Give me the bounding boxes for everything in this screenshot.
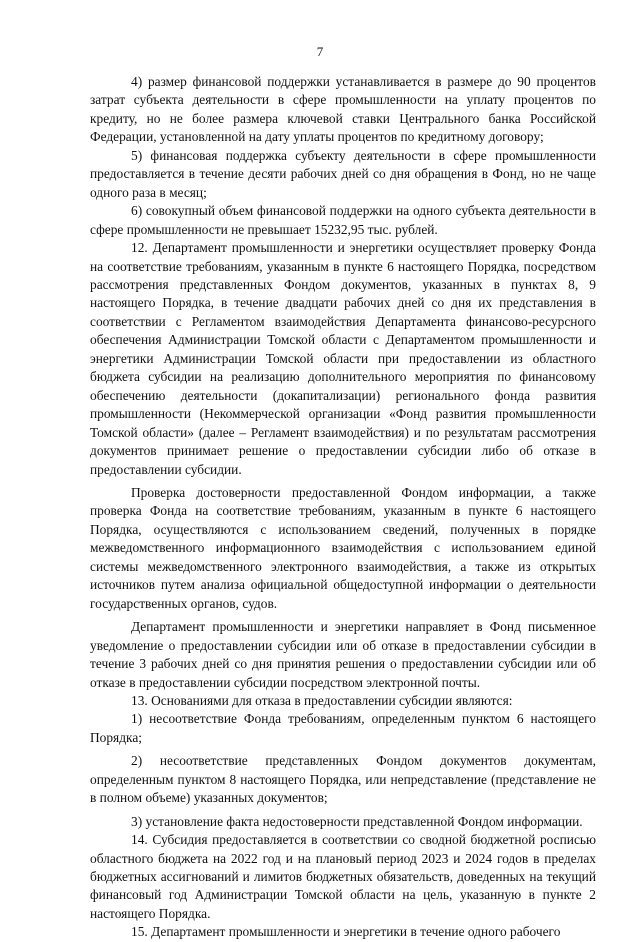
paragraph-item-6: 6) совокупный объем финансовой поддержки на одного субъекта деятельности в сфере промышленности не превышает 15232,95 тыс. рублей. bbox=[90, 203, 596, 237]
paragraph-item-4: 4) размер финансовой поддержки устанавливается в размере до 90 процентов затрат субъекта деятельности в сфере промышленности на уплату процентов по кредиту, но не более размера ключевой ставки Центрального банка Российской Федерации, установленной на дату уплаты процентов по кредитному договору; bbox=[90, 74, 596, 145]
paragraph-notification: Департамент промышленности и энергетики направляет в Фонд письменное уведомление о предоставлении субсидии или об отказе в предоставлении субсидии в течение 3 рабочих дней со дня принятия решения о предоставлении субсидии или об отказе в предоставлении субсидии посредством электронной почты. bbox=[90, 619, 596, 690]
document-body bbox=[90, 73, 596, 942]
paragraph-refusal-3: 3) установление факта недостоверности представленной Фондом информации. bbox=[131, 813, 583, 829]
paragraph-refusal-1: 1) несоответствие Фонда требованиям, определенным пунктом 6 настоящего Порядка; bbox=[90, 711, 596, 745]
paragraph-section-12: 12. Департамент промышленности и энергетики осуществляет проверку Фонда на соответствие требованиям, указанным в пункте 6 настоящего Порядка, посредством рассмотрения представленных Фондом документов, указанных в пунктах 8, 9 настоящего Порядка, в течение двадцати рабочих дней со дня их представления в соответствии с Регламентом взаимодействия Департамента финансово-ресурсного обеспечения Администрации Томской области с Департаментом промышленности и энергетики Администрации Томской области при предоставлении из областного бюджета субсидии на реализацию дополнительного мероприятия по финансовому обеспечению деятельности (докапитализации) регионального фонда развития промышленности (Некоммерческой организации «Фонд развития промышленности Томской области» (далее – Регламент взаимодействия) и по результатам рассмотрения документов принимает решение о предоставлении субсидии либо об отказе в предоставлении субсидии. bbox=[90, 240, 596, 477]
paragraph-section-13: 13. Основаниями для отказа в предоставлении субсидии являются: bbox=[131, 692, 513, 708]
page-number: 7 bbox=[316, 44, 324, 59]
paragraph-item-5: 5) финансовая поддержка субъекту деятельности в сфере промышленности предоставляется в течение десяти рабочих дней со дня обращения в Фонд, но не чаще одного раза в месяц; bbox=[90, 147, 596, 200]
paragraph-verification: Проверка достоверности предоставленной Фондом информации, а также проверка Фонда на соответствие требованиям, указанным в пункте 6 настоящего Порядка, осуществляются с использованием сведений, полученных в порядке межведомственного информационного взаимодействия с использованием единой системы межведомственного электронного взаимодействия, а также из открытых источников путем анализа официальной общедоступной информации о деятельности государственных органов, судов. bbox=[90, 484, 596, 611]
paragraph-refusal-2: 2) несоответствие представленных Фондом документов документам, определенным пунктом 8 настоящего Порядка, или непредставление (представление не в полном объеме) указанных документов; bbox=[90, 753, 596, 806]
paragraph-section-14: 14. Субсидия предоставляется в соответствии со сводной бюджетной росписью областного бюджета на 2022 год и на плановый период 2023 и 2024 годов в пределах бюджетных ассигнований и лимитов бюджетных обязательств, доведенных на текущий финансовый год Администрации Томской области на цель, указанную в пункте 2 настоящего Порядка. bbox=[90, 832, 596, 921]
paragraph-section-15: 15. Департамент промышленности и энергетики в течение одного рабочего bbox=[131, 924, 561, 940]
